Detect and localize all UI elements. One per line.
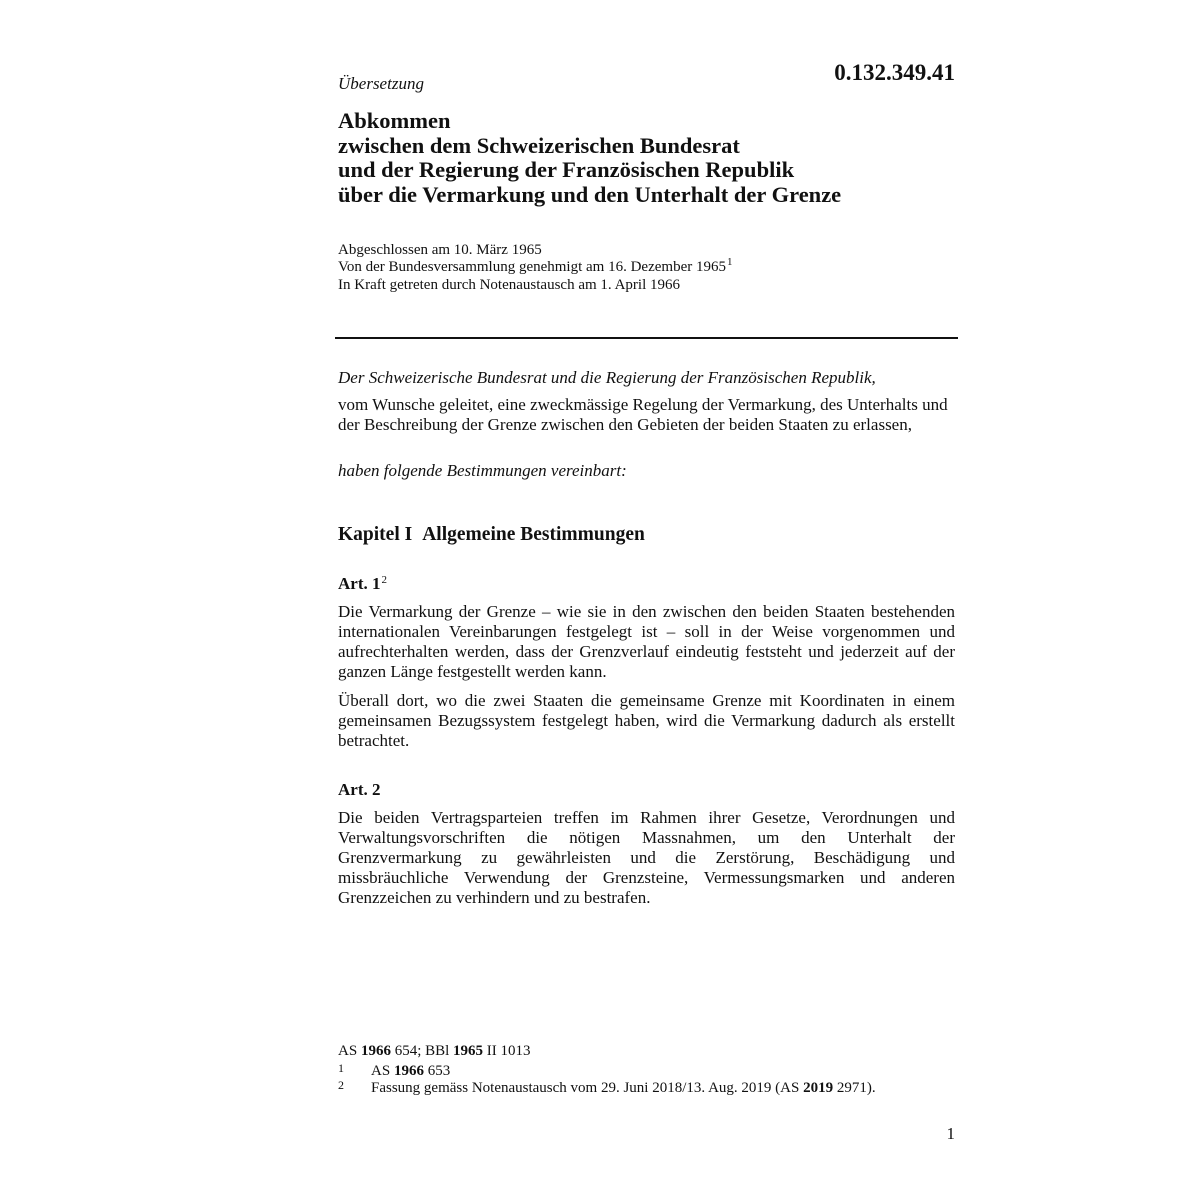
footnote-ref-2[interactable]: 2: [381, 574, 387, 586]
source-reference: [338, 1043, 531, 1060]
concluded-date: Abgeschlossen am 10. März 1965: [338, 242, 542, 258]
chapter-title: Allgemeine Bestimmungen: [422, 524, 645, 545]
preamble-parties: Der Schweizerische Bundesrat und die Regierung der Französischen Republik,: [338, 368, 876, 387]
footnote-2-year: 2019: [803, 1080, 834, 1096]
title-line: Abkommen: [338, 108, 451, 133]
chapter-heading: [338, 524, 645, 546]
title-line: und der Regierung der Französischen Republik: [338, 157, 795, 182]
preamble-agreed: haben folgende Bestimmungen vereinbart:: [338, 461, 627, 480]
article-1-paragraph-2: Überall dort, wo die zwei Staaten die gemeinsame Grenze mit Koordinaten in einem gemeinsamen Bezugssystem festgelegt haben, wird die Vermarkung dadurch als erstellt betrachtet.: [338, 691, 955, 750]
approval-date: [338, 256, 733, 277]
article-1-label: Art. 1: [338, 574, 381, 593]
footnote-2-number: 2: [338, 1078, 344, 1092]
footnote-2-suffix: 2971).: [836, 1080, 876, 1096]
footnote-2: [338, 1080, 876, 1097]
document-metadata: [338, 242, 732, 294]
article-2-heading: Art. 2: [338, 780, 381, 799]
footnote-ref-1[interactable]: 1: [726, 256, 733, 268]
source-mid: 654; BBl: [394, 1043, 450, 1059]
source-year-2: 1965: [453, 1043, 484, 1059]
document-title: [338, 109, 841, 207]
chapter-number: Kapitel I: [338, 524, 413, 545]
page-number: 1: [946, 1124, 955, 1143]
footnote-2-prefix: Fassung gemäss Notenaustausch vom 29. Juni 2018/13. Aug. 2019 (AS: [371, 1080, 800, 1096]
preamble-intro: vom Wunsche geleitet, eine zweckmässige Regelung der Vermarkung, des Unterhalts und der Beschreibung der Grenze zwischen den Gebieten der beiden Staaten zu erlassen,: [338, 395, 948, 434]
article-1-paragraph-1: Die Vermarkung der Grenze – wie sie in den zwischen den beiden Staaten bestehenden internationalen Vereinbarungen festgelegt ist – soll in der Weise vorgenommen und aufrechterhalten werden, dass der Grenzverlauf eindeutig feststeht und jederzeit auf der ganzen Länge festgestellt werden kann.: [338, 602, 955, 681]
approval-text: Von der Bundesversammlung genehmigt am 16. Dezember 1965: [338, 259, 726, 275]
in-force-date: In Kraft getreten durch Notenaustausch am 1. April 1966: [338, 277, 680, 293]
footnote-1-prefix: AS: [371, 1063, 391, 1079]
footnote-1-suffix: 653: [427, 1063, 451, 1079]
source-suffix: II 1013: [486, 1043, 531, 1059]
source-year-1: 1966: [360, 1043, 391, 1059]
source-prefix: AS: [338, 1043, 358, 1059]
title-line: zwischen dem Schweizerischen Bundesrat: [338, 132, 740, 158]
footnote-1-number: 1: [338, 1061, 344, 1075]
separator-rule: [335, 337, 958, 339]
title-line: über die Vermarkung und den Unterhalt der Grenze: [338, 181, 842, 207]
sr-number: 0.132.349.41: [834, 60, 955, 85]
article-2-paragraph-1: Die beiden Vertragsparteien treffen im Rahmen ihrer Gesetze, Verordnungen und Verwaltungsvorschriften die nötigen Massnahmen, um den Unterhalt der Grenzvermarkung zu gewährleisten und die Zerstörung, Beschädigung und missbräuchliche Verwendung der Grenzsteine, Vermessungsmarken und anderen Grenzzeichen zu verhindern und zu bestrafen.: [338, 808, 955, 907]
footnote-1-year: 1966: [393, 1063, 424, 1079]
article-1-heading: [338, 574, 387, 594]
translation-label: Übersetzung: [338, 74, 424, 93]
